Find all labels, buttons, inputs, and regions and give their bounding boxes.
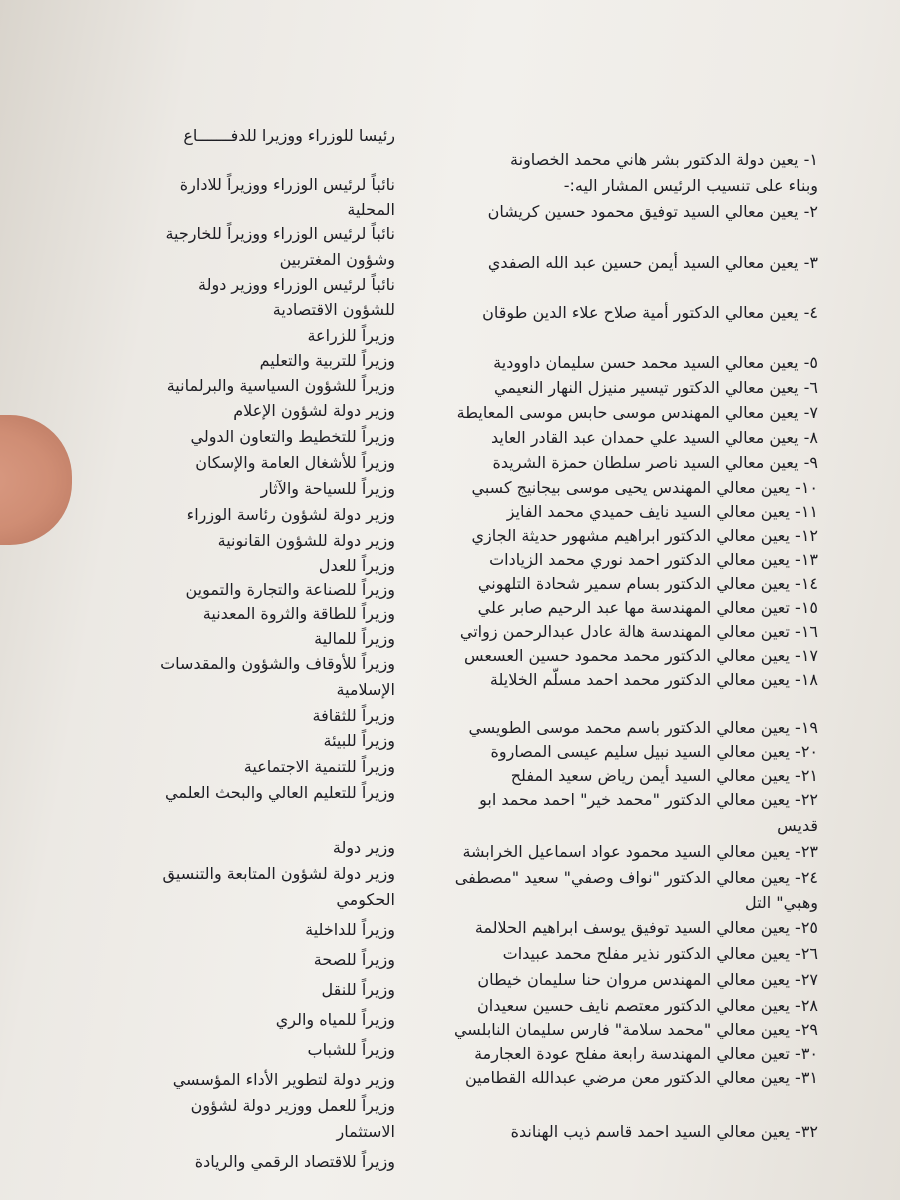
appointment-line: ٢٠- يعين معالي السيد نبيل سليم عيسى المصاروة: [490, 742, 818, 761]
position-line: نائباً لرئيس الوزراء ووزيراً للخارجية: [165, 224, 395, 243]
position-line: وزيراً للتربية والتعليم: [259, 351, 395, 370]
position-line: وزيراً للثقافة: [312, 706, 395, 725]
position-line: وزير دولة لتطوير الأداء المؤسسي: [172, 1070, 395, 1089]
appointment-line: ٢٢- يعين معالي الدكتور "محمد خير" احمد محمد ابو: [479, 790, 818, 809]
position-line: نائباً لرئيس الوزراء ووزيراً للادارة: [179, 175, 395, 194]
appointment-line: ٢- يعين معالي السيد توفيق محمود حسين كريشان: [487, 202, 818, 221]
appointment-line: ٢٣- يعين معالي السيد محمود عواد اسماعيل الخرابشة: [462, 842, 818, 861]
appointment-line: ١٨- يعين معالي الدكتور محمد احمد مسلّم الخلايلة: [489, 670, 818, 689]
position-line: وزيراً للسياحة والآثار: [260, 479, 395, 498]
appointment-line: ٢٥- يعين معالي السيد توفيق يوسف ابراهيم الحلالمة: [474, 918, 818, 937]
appointment-line: ١٧- يعين معالي الدكتور محمد محمود حسين العسعس: [464, 646, 818, 665]
appointment-line: ٩- يعين معالي السيد ناصر سلطان حمزة الشريدة: [492, 453, 818, 472]
appointment-line: ٢٤- يعين معالي الدكتور "نواف وصفي" سعيد "مصطفى: [454, 868, 818, 887]
position-line: وزير دولة لشؤون رئاسة الوزراء: [186, 505, 395, 524]
appointment-line: ١٦- تعين معالي المهندسة هالة عادل عبدالرحمن زواتي: [459, 622, 818, 641]
appointment-line: ١٩- يعين معالي الدكتور باسم محمد موسى الطويسي: [468, 718, 818, 737]
position-line-continued: للشؤون الاقتصادية: [272, 300, 395, 319]
appointment-line-continued: قديس: [777, 816, 818, 835]
position-line: وزيراً للصناعة والتجارة والتموين: [185, 580, 395, 599]
position-line: وزيراً للأوقاف والشؤون والمقدسات: [160, 654, 395, 673]
position-line: وزيراً للشؤون السياسية والبرلمانية: [166, 376, 395, 395]
appointment-line: ٢١- يعين معالي السيد أيمن رياض سعيد المفلح: [510, 766, 818, 785]
position-line: وزير دولة للشؤون القانونية: [217, 531, 395, 550]
position-line: وزيراً للأشغال العامة والإسكان: [195, 453, 395, 472]
position-line-continued: الاستثمار: [336, 1122, 395, 1141]
position-line-continued: وشؤون المغتربين: [279, 250, 395, 269]
appointment-line: ١١- يعين معالي السيد نايف حميدي محمد الفايز: [506, 502, 818, 521]
appointment-line: ٣٢- يعين معالي السيد احمد قاسم ذيب الهناندة: [510, 1122, 818, 1141]
appointment-line: ٣- يعين معالي السيد أيمن حسين عبد الله الصفدي: [487, 253, 818, 272]
position-line: نائباً لرئيس الوزراء ووزير دولة: [198, 275, 395, 294]
position-line-continued: الإسلامية: [336, 680, 395, 699]
appointment-line: ٤- يعين معالي الدكتور أمية صلاح علاء الدين طوقان: [482, 303, 818, 322]
position-line: وزيراً للتخطيط والتعاون الدولي: [190, 427, 395, 446]
position-line: وزيراً للتنمية الاجتماعية: [243, 757, 395, 776]
position-line: وزيراً للصحة: [313, 950, 395, 969]
position-line-continued: المحلية: [347, 200, 395, 219]
position-line: وزيراً للاقتصاد الرقمي والريادة: [194, 1152, 395, 1171]
appointment-line: ٥- يعين معالي السيد محمد حسن سليمان داوودية: [493, 353, 818, 372]
appointment-line: ٣١- يعين معالي الدكتور معن مرضي عبدالله القطامين: [464, 1068, 818, 1087]
position-line: وزيراً للنقل: [321, 980, 395, 999]
position-line: رئيسا للوزراء ووزيرا للدفـــــــاع: [183, 126, 395, 145]
position-line: وزيراً للمالية: [314, 629, 395, 648]
position-line-continued: الحكومي: [336, 890, 395, 909]
position-line: وزيراً للطاقة والثروة المعدنية: [202, 604, 395, 623]
appointment-line-continued: وهبي" التل: [744, 893, 818, 912]
position-line: وزيراً للشباب: [307, 1040, 395, 1059]
position-line: وزيراً للعمل ووزير دولة لشؤون: [190, 1096, 395, 1115]
appointment-line: ١٢- يعين معالي الدكتور ابراهيم مشهور حديثة الجازي: [471, 526, 818, 545]
position-line: وزيراً للبيئة: [323, 731, 395, 750]
appointment-line: ٢٦- يعين معالي الدكتور نذير مفلح محمد عبيدات: [502, 944, 818, 963]
position-line: وزيراً للعدل: [318, 556, 395, 575]
appointment-line: ٢٨- يعين معالي الدكتور معتصم نايف حسين سعيدان: [477, 996, 818, 1015]
appointment-line: ٢٩- يعين معالي "محمد سلامة" فارس سليمان النابلسي: [453, 1020, 818, 1039]
position-line: وزيراً للتعليم العالي والبحث العلمي: [165, 783, 395, 802]
position-line: وزيراً للزراعة: [307, 326, 395, 345]
appointment-line: ٣٠- تعين معالي المهندسة رابعة مفلح عودة العجارمة: [474, 1044, 818, 1063]
position-line: وزيراً للداخلية: [305, 920, 395, 939]
appointment-line: ١٤- يعين معالي الدكتور بسام سمير شحادة التلهوني: [477, 574, 818, 593]
appointment-line: ١- يعين دولة الدكتور بشر هاني محمد الخصاونة: [510, 150, 818, 169]
appointment-line: ٦- يعين معالي الدكتور تيسير منيزل النهار النعيمي: [494, 378, 818, 397]
appointment-line: ٢٧- يعين معالي المهندس مروان حنا سليمان خيطان: [477, 970, 818, 989]
position-line: وزير دولة: [332, 838, 395, 857]
appointment-line: ٨- يعين معالي السيد علي حمدان عبد القادر العايد: [490, 428, 818, 447]
appointment-line: ١٠- يعين معالي المهندس يحيى موسى بيجانيج كسبي: [471, 478, 818, 497]
appointment-line: ١٥- تعين معالي المهندسة مها عبد الرحيم صابر علي: [477, 598, 818, 617]
appointment-line: ٧- يعين معالي المهندس موسى حابس موسى المعايطة: [456, 403, 818, 422]
position-line: وزير دولة لشؤون الإعلام: [233, 401, 395, 420]
position-line: وزير دولة لشؤون المتابعة والتنسيق: [162, 864, 395, 883]
appointment-line: وبناء على تنسيب الرئيس المشار اليه:-: [563, 176, 818, 195]
appointment-line: ١٣- يعين معالي الدكتور احمد نوري محمد الزيادات: [489, 550, 818, 569]
position-line: وزيراً للمياه والري: [275, 1010, 395, 1029]
